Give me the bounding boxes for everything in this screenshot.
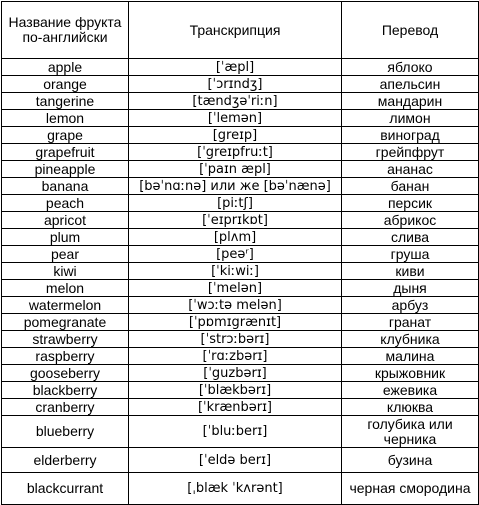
transcription-cell: [ˈæpl] bbox=[129, 59, 342, 76]
table-row bbox=[2, 382, 479, 399]
english-cell: raspberry bbox=[2, 348, 129, 365]
transcription-cell: [piːtʃ] bbox=[129, 195, 342, 212]
transcription-cell: [ˈeɪprɪkɒt] bbox=[129, 212, 342, 229]
english-cell: kiwi bbox=[2, 263, 129, 280]
english-cell: blackberry bbox=[2, 382, 129, 399]
translation-cell: абрикос bbox=[342, 212, 479, 229]
translation-cell: слива bbox=[342, 229, 479, 246]
fruit-vocabulary-table bbox=[1, 1, 479, 505]
translation-cell: киви bbox=[342, 263, 479, 280]
transcription-cell: [ˈeldə berɪ] bbox=[129, 448, 342, 473]
translation-cell: дыня bbox=[342, 280, 479, 297]
table-row bbox=[2, 229, 479, 246]
translation-cell: персик bbox=[342, 195, 479, 212]
table-row bbox=[2, 144, 479, 161]
translation-cell: арбуз bbox=[342, 297, 479, 314]
table-row bbox=[2, 263, 479, 280]
header-row bbox=[2, 2, 479, 59]
table-row bbox=[2, 59, 479, 76]
table-row bbox=[2, 195, 479, 212]
table-row bbox=[2, 348, 479, 365]
english-cell: pomegranate bbox=[2, 314, 129, 331]
table-row bbox=[2, 365, 479, 382]
english-cell: orange bbox=[2, 76, 129, 93]
translation-cell: лимон bbox=[342, 110, 479, 127]
english-cell: blueberry bbox=[2, 416, 129, 448]
translation-cell: малина bbox=[342, 348, 479, 365]
english-cell: pineapple bbox=[2, 161, 129, 178]
transcription-cell: [ˈguzbərɪ] bbox=[129, 365, 342, 382]
english-cell: cranberry bbox=[2, 399, 129, 416]
english-cell: grape bbox=[2, 127, 129, 144]
translation-cell: виноград bbox=[342, 127, 479, 144]
transcription-cell: [ˈpaɪn æpl] bbox=[129, 161, 342, 178]
translation-cell: крыжовник bbox=[342, 365, 479, 382]
table-row bbox=[2, 314, 479, 331]
table-row bbox=[2, 93, 479, 110]
transcription-cell: [ˈlemən] bbox=[129, 110, 342, 127]
transcription-cell: [plʌm] bbox=[129, 229, 342, 246]
translation-cell: банан bbox=[342, 178, 479, 195]
table-row bbox=[2, 331, 479, 348]
table-row bbox=[2, 448, 479, 473]
table-row bbox=[2, 246, 479, 263]
transcription-cell: [ˈblækbərɪ] bbox=[129, 382, 342, 399]
table-row bbox=[2, 178, 479, 195]
translation-cell: мандарин bbox=[342, 93, 479, 110]
translation-cell: клюква bbox=[342, 399, 479, 416]
english-cell: banana bbox=[2, 178, 129, 195]
transcription-cell: [ˈgreɪpfruːt] bbox=[129, 144, 342, 161]
english-cell: pear bbox=[2, 246, 129, 263]
english-cell: melon bbox=[2, 280, 129, 297]
english-cell: gooseberry bbox=[2, 365, 129, 382]
transcription-cell: [ˈrɑːzbərɪ] bbox=[129, 348, 342, 365]
english-cell: blackcurrant bbox=[2, 473, 129, 505]
table-row bbox=[2, 399, 479, 416]
english-cell: strawberry bbox=[2, 331, 129, 348]
table-row bbox=[2, 280, 479, 297]
transcription-cell: [peəʳ] bbox=[129, 246, 342, 263]
translation-cell: апельсин bbox=[342, 76, 479, 93]
table-row bbox=[2, 127, 479, 144]
header-transcription: Транскрипция bbox=[129, 2, 342, 59]
table-row bbox=[2, 110, 479, 127]
table-row bbox=[2, 416, 479, 448]
transcription-cell: [greɪp] bbox=[129, 127, 342, 144]
translation-cell: грейпфрут bbox=[342, 144, 479, 161]
transcription-cell: [ˈɔrɪndʒ] bbox=[129, 76, 342, 93]
english-cell: tangerine bbox=[2, 93, 129, 110]
header-english-name: Название фрукта по-английски bbox=[2, 2, 129, 59]
translation-cell: клубника bbox=[342, 331, 479, 348]
translation-cell: черная смородина bbox=[342, 473, 479, 505]
translation-cell: бузина bbox=[342, 448, 479, 473]
transcription-cell: [ˈbluːberɪ] bbox=[129, 416, 342, 448]
english-cell: apple bbox=[2, 59, 129, 76]
transcription-cell: [ˈpɒmɪgrænɪt] bbox=[129, 314, 342, 331]
english-cell: apricot bbox=[2, 212, 129, 229]
english-cell: grapefruit bbox=[2, 144, 129, 161]
transcription-cell: [tændʒəˈriːn] bbox=[129, 93, 342, 110]
translation-cell: груша bbox=[342, 246, 479, 263]
translation-cell: ананас bbox=[342, 161, 479, 178]
english-cell: lemon bbox=[2, 110, 129, 127]
transcription-cell: [ˈkiːwiː] bbox=[129, 263, 342, 280]
english-cell: peach bbox=[2, 195, 129, 212]
english-cell: watermelon bbox=[2, 297, 129, 314]
table-row bbox=[2, 161, 479, 178]
transcription-cell: [ˈwɔːtə melən] bbox=[129, 297, 342, 314]
transcription-cell: [ˈmelən] bbox=[129, 280, 342, 297]
header-translation: Перевод bbox=[342, 2, 479, 59]
transcription-cell: [ˌblæk ˈkʌrənt] bbox=[129, 473, 342, 505]
transcription-cell: [bəˈnɑːnə] или же [bəˈnænə] bbox=[129, 178, 342, 195]
translation-cell: голубика или черника bbox=[342, 416, 479, 448]
table-row bbox=[2, 212, 479, 229]
table-row bbox=[2, 76, 479, 93]
translation-cell: ежевика bbox=[342, 382, 479, 399]
translation-cell: гранат bbox=[342, 314, 479, 331]
english-cell: elderberry bbox=[2, 448, 129, 473]
english-cell: plum bbox=[2, 229, 129, 246]
transcription-cell: [ˈkrænbərɪ] bbox=[129, 399, 342, 416]
translation-cell: яблоко bbox=[342, 59, 479, 76]
table-row bbox=[2, 297, 479, 314]
transcription-cell: [ˈstrɔːbərɪ] bbox=[129, 331, 342, 348]
